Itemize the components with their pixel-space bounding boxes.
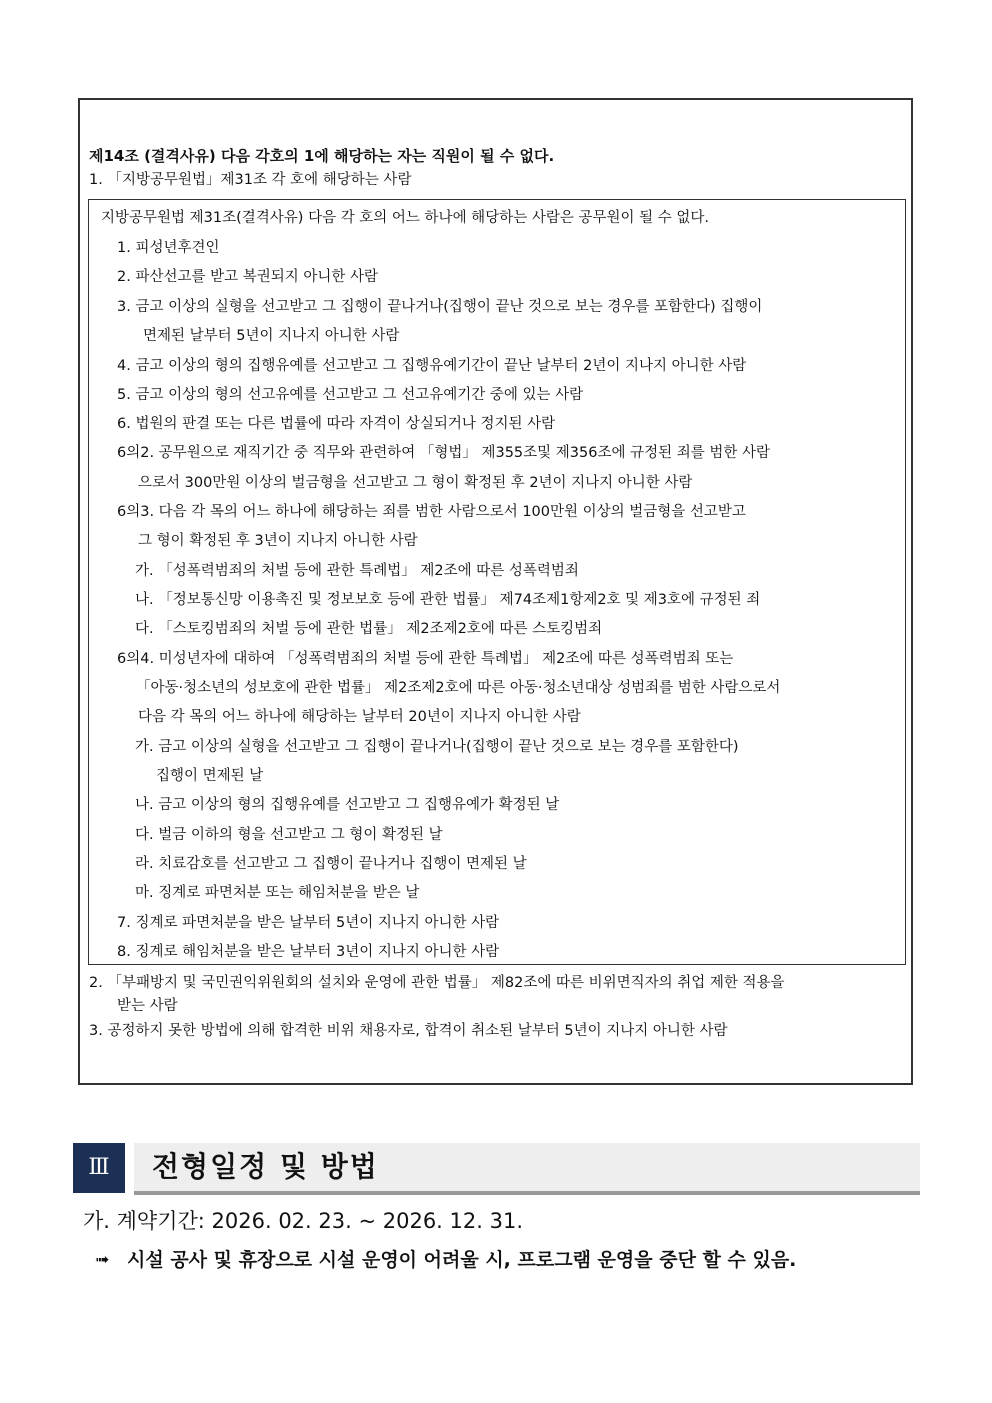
article-item-3: 3. 공정하지 못한 방법에 의해 합격한 비위 채용자로, 합격이 취소된 날부터 5년이 지나지 아니한 사람 [89,1023,728,1039]
contract-period: 가. 계약기간: 2026. 02. 23. ~ 2026. 12. 31. [83,1209,524,1233]
law-line: 「아동·청소년의 성보호에 관한 법률」 제2조제2호에 따른 아동·청소년대상 성범죄를 범한 사람으로서 [136,680,781,696]
law-line: 집행이 면제된 날 [156,768,264,784]
law-line: 6. 법원의 판결 또는 다른 법률에 따라 자격이 상실되거나 정지된 사람 [117,416,556,432]
law-line: 가. 「성폭력범죄의 처벌 등에 관한 특례법」 제2조에 따른 성폭력범죄 [135,563,579,579]
section-number-badge: Ⅲ [73,1143,125,1193]
arrow-icon: ➟ [95,1250,110,1270]
law-line: 1. 피성년후견인 [117,240,220,256]
law-line: 다. 벌금 이하의 형을 선고받고 그 형이 확정된 날 [135,827,443,843]
article-item-2-cont: 받는 사람 [117,998,178,1014]
law-line: 으로서 300만원 이상의 벌금형을 선고받고 그 형이 확정된 후 2년이 지나지 아니한 사람 [138,475,693,491]
law-line: 7. 징계로 파면처분을 받은 날부터 5년이 지나지 아니한 사람 [117,915,500,931]
law-line: 4. 금고 이상의 형의 집행유예를 선고받고 그 집행유예기간이 끝난 날부터 2년이 지나지 아니한 사람 [117,358,747,374]
law-line: 가. 금고 이상의 실형을 선고받고 그 집행이 끝나거나(집행이 끝난 것으로 보는 경우를 포함한다) [135,739,739,755]
article-item-1: 1. 「지방공무원법」제31조 각 호에 해당하는 사람 [89,172,412,188]
law-intro: 지방공무원법 제31조(결격사유) 다음 각 호의 어느 하나에 해당하는 사람은 공무원이 될 수 없다. [101,210,709,226]
law-line: 3. 금고 이상의 실형을 선고받고 그 집행이 끝나거나(집행이 끝난 것으로 보는 경우를 포함한다) 집행이 [117,299,763,315]
section-header-bar [134,1143,920,1195]
law-line: 6의3. 다음 각 목의 어느 하나에 해당하는 죄를 범한 사람으로서 100만원 이상의 벌금형을 선고받고 [117,504,746,520]
operation-note: 시설 공사 및 휴장으로 시설 운영이 어려울 시, 프로그램 운영을 중단 할 수 있음. [127,1249,797,1271]
article-item-2: 2. 「부패방지 및 국민권익위원회의 설치와 운영에 관한 법률」 제82조에 따른 비위면직자의 취업 제한 적용을 [89,975,785,991]
law-line: 2. 파산선고를 받고 복권되지 아니한 사람 [117,269,378,285]
law-line: 6의4. 미성년자에 대하여 「성폭력범죄의 처벌 등에 관한 특례법」 제2조에 따른 성폭력범죄 또는 [117,651,734,667]
law-line: 나. 「정보통신망 이용촉진 및 정보보호 등에 관한 법률」 제74조제1항제2호 및 제3호에 규정된 죄 [135,592,761,608]
law-line: 나. 금고 이상의 형의 집행유예를 선고받고 그 집행유예가 확정된 날 [135,797,560,813]
law-line: 8. 징계로 해임처분을 받은 날부터 3년이 지나지 아니한 사람 [117,944,500,960]
law-line: 마. 징계로 파면처분 또는 해임처분을 받은 날 [135,885,420,901]
law-line: 다음 각 목의 어느 하나에 해당하는 날부터 20년이 지나지 아니한 사람 [138,709,581,725]
section-title: 전형일정 및 방법 [152,1150,379,1183]
law-line: 그 형이 확정된 후 3년이 지나지 아니한 사람 [138,533,418,549]
law-line: 라. 치료감호를 선고받고 그 집행이 끝나거나 집행이 면제된 날 [135,856,527,872]
law-line: 5. 금고 이상의 형의 선고유예를 선고받고 그 선고유예기간 중에 있는 사람 [117,387,584,403]
law-line: 6의2. 공무원으로 재직기간 중 직무와 관련하여 「형법」 제355조및 제356조에 규정된 죄를 범한 사람 [117,445,770,461]
law-line: 다. 「스토킹범죄의 처벌 등에 관한 법률」 제2조제2호에 따른 스토킹범죄 [135,621,603,637]
article-heading: 제14조 (결격사유) 다음 각호의 1에 해당하는 자는 직원이 될 수 없다. [89,147,555,165]
law-line: 면제된 날부터 5년이 지나지 아니한 사람 [143,328,400,344]
